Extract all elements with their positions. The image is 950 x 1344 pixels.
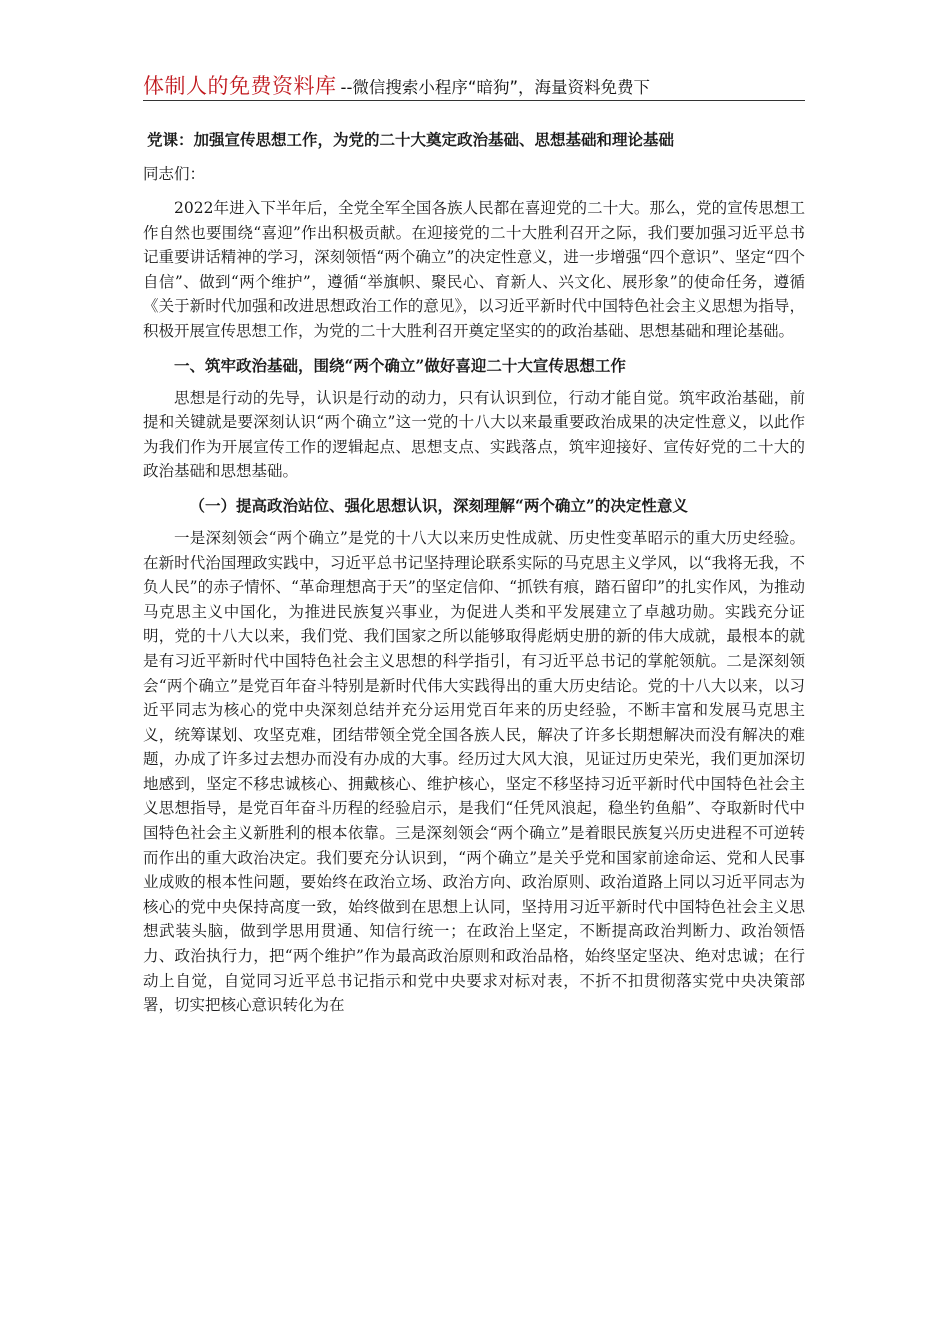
salutation: 同志们： xyxy=(143,165,206,183)
header-tagline: --微信搜索小程序“暗狗”，海量资料免费下 xyxy=(340,78,651,97)
header-divider xyxy=(143,100,805,101)
document-body xyxy=(143,118,805,1026)
section-heading: 一、筑牢政治基础，围绕“两个确立”做好喜迎二十大宣传思想工作 xyxy=(174,355,626,375)
intro-paragraph: 2022年进入下半年后，全党全军全国各族人民都在喜迎党的二十大。那么，党的宣传思想工作自然也要围绕“喜迎”作出积极贡献。在迎接党的二十大胜利召开之际，我们要加强习近平总书记重要讲话精神的学习，深刻领悟“两个确立”的决定性意义，进一步增强“四个意识”、坚定“四个自信”、做到“两个维护”，遵循“举旗帜、聚民心、育新人、兴文化、展形象”的使命任务，遵循《关于新时代加强和改进思想政治工作的意见》，以习近平新时代中国特色社会主义思想为指导，积极开展宣传思想工作，为党的二十大胜利召开奠定坚实的的政治基础、思想基础和理论基础。 xyxy=(143,199,805,340)
section-paragraph: 思想是行动的先导，认识是行动的动力，只有认识到位，行动才能自觉。筑牢政治基础，前提和关键就是要深刻认识“两个确立”这一党的十八大以来最重要政治成果的决定性意义，以此作为我们作为开展宣传工作的逻辑起点、思想支点、实践落点，筑牢迎接好、宣传好党的二十大的政治基础和思想基础。 xyxy=(143,388,805,481)
subsection-paragraph: 一是深刻领会“两个确立”是党的十八大以来历史性成就、历史性变革昭示的重大历史经验。在新时代治国理政实践中，习近平总书记坚持理论联系实际的马克思主义学风，以“我将无我，不负人民”的赤子情怀、“革命理想高于天”的坚定信仰、“抓铁有痕，踏石留印”的扎实作风，为推动马克思主义中国化，为推进民族复兴事业，为促进人类和平发展建立了卓越功勋。实践充分证明，党的十八大以来，我们党、我们国家之所以能够取得彪炳史册的新的伟大成就，最根本的就是有习近平新时代中国特色社会主义思想的科学指引，有习近平总书记的掌舵领航。二是深刻领会“两个确立”是党百年奋斗特别是新时代伟大实践得出的重大历史结论。党的十八大以来，以习近平同志为核心的党中央深刻总结并充分运用党百年来的历史经验，不断丰富和发展马克思主义，统筹谋划、攻坚克难，团结带领全党全国各族人民，解决了许多长期想解决而没有解决的难题，办成了许多过去想办而没有办成的大事。经历过大风大浪，见证过历史荣光，我们更加深切地感到，坚定不移忠诚核心、拥戴核心、维护核心，坚定不移坚持习近平新时代中国特色社会主义思想指导，是党百年奋斗历程的经验启示，是我们“任凭风浪起，稳坐钓鱼船”、夺取新时代中国特色社会主义新胜利的根本依靠。三是深刻领会“两个确立”是着眼民族复兴历史进程不可逆转而作出的重大政治决定。我们要充分认识到，“两个确立”是关乎党和国家前途命运、党和人民事业成败的根本性问题，要始终在政治立场、政治方向、政治原则、政治道路上同以习近平同志为核心的党中央保持高度一致，始终做到在思想上认同，坚持用习近平新时代中国特色社会主义思想武装头脑，做到学思用贯通、知信行统一；在政治上坚定，不断提高政治判断力、政治领悟力、政治执行力，把“两个维护”作为最高政治原则和政治品格，始终坚定坚决、绝对忠诚；在行动上自觉，自觉同习近平总书记指示和党中央要求对标对表，不折不扣贯彻落实党中央决策部署，切实把核心意识转化为在 xyxy=(143,528,805,1015)
header-brand: 体制人的免费资料库 xyxy=(143,74,337,98)
document-title: 党课：加强宣传思想工作，为党的二十大奠定政治基础、思想基础和理论基础 xyxy=(147,130,675,149)
header-banner xyxy=(143,70,805,102)
subsection-heading: （一）提高政治站位、强化思想认识，深刻理解“两个确立”的决定性意义 xyxy=(189,495,688,515)
